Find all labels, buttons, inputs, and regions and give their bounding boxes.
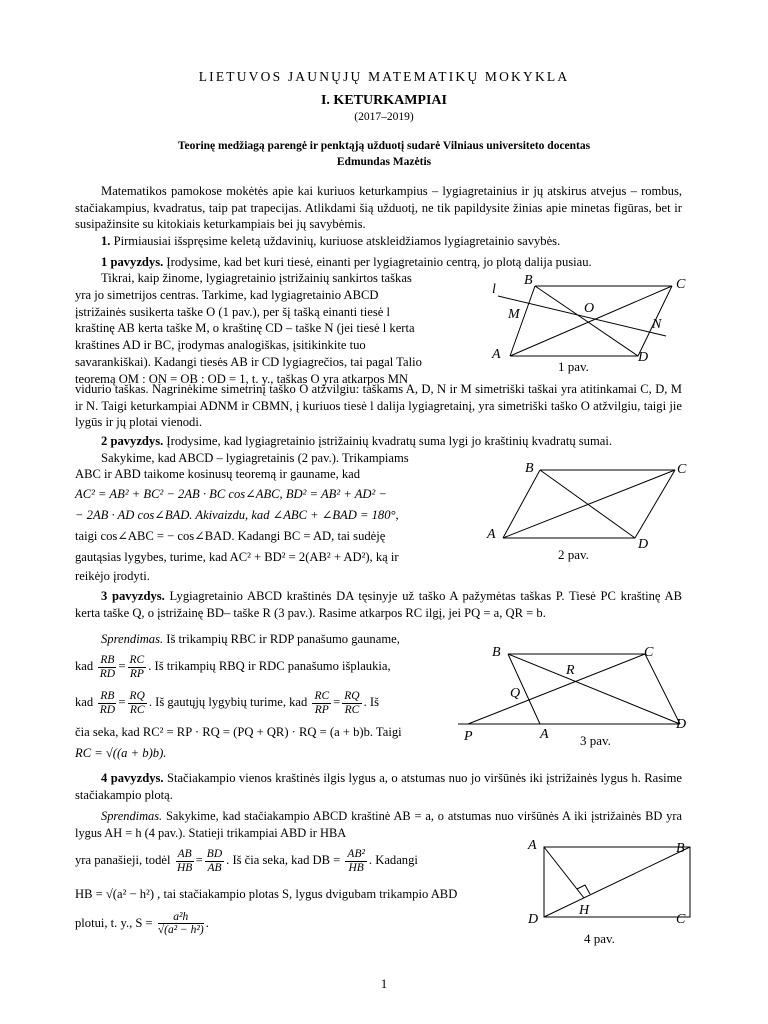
- ex2-line: taigi cos∠ABC = − cos∠BAD. Kadangi BC = AD, tai sudėję: [75, 529, 386, 543]
- example1-body: [75, 270, 475, 388]
- label-p: P: [464, 729, 473, 744]
- ex1-line: teoremą OM : ON = OB : OD = 1, t. y., taškas O yra atkarpos MN: [75, 371, 409, 386]
- diagonal-bd: [508, 654, 680, 724]
- example2-label: 2 pavyzdys.: [101, 434, 164, 448]
- ex1-line: yra jo simetrijos centras. Tarkime, kad lygiagretainio ABCD: [75, 287, 379, 302]
- ex3-line: [75, 690, 445, 720]
- intro-paragraph: Matematikos pamokose mokėtės apie kai kuriuos keturkampius – lygiagretainius ir jų atskirus atvejus – rombus, stačiakampius, kvadratus, taip pat trapecijas. Atlikdami šią užduotį, ne tik papildysite žinias apie minetas figūras, bet ir susipažinsite su kitokiais keturkampiais bei jų savybėmis.: [75, 184, 682, 232]
- fraction: $\frac{RC}{RP}$: [314, 690, 330, 716]
- solution-label: Sprendimas.: [101, 809, 163, 823]
- example1-label: 1 pavyzdys.: [101, 255, 164, 269]
- example4-statement-text: Stačiakampio vienos kraštinės ilgis lygus a, o atstumas nuo jo viršūnės iki įstrižainės lygus h. Rasime stačiakampio plotą.: [75, 771, 682, 802]
- ex1-line: savarankiškai). Kadangi tiesės AB ir CD lygiagrečios, tai pagal Talio: [75, 354, 422, 369]
- example3-solution: [75, 630, 445, 761]
- example2-body: [75, 450, 473, 584]
- ex4-line: [75, 911, 495, 945]
- ex2-line: AC² = AB² + BC² − 2AB · BC cos∠ABC, BD² = AB² + AD² −: [75, 487, 387, 501]
- label-d: D: [638, 350, 649, 365]
- example2-statement-text: Įrodysime, kad lygiagretainio įstrižainių kvadratų suma lygi jo kraštinių kvadratų sumai.: [163, 434, 613, 448]
- ex1-line: kraštinę AB kerta taške M, o kraštinę CD – taške N (jei tiesė l kerta: [75, 321, 415, 336]
- ex1-line: kraštines AD ir BC, įrodymas analogiškas, įsitikinkite tuo: [75, 338, 366, 353]
- equals: =: [118, 695, 126, 710]
- ex3-text: kad: [75, 695, 94, 710]
- label-a: A: [528, 838, 537, 853]
- ex3-line: RC = √((a + b)b).: [75, 745, 167, 760]
- ex4-text: yra panašieji, todėl: [75, 853, 171, 868]
- right-angle-mark: [577, 885, 590, 894]
- label-b: B: [492, 645, 501, 660]
- ex2-line: − 2AB · AD cos∠BAD. Akivaizdu, kad ∠ABC + ∠BAD = 180°,: [75, 508, 399, 522]
- label-o: O: [584, 301, 595, 316]
- school-name: LIETUVOS JAUNŲJŲ MATEMATIKŲ MOKYKLA: [198, 69, 570, 84]
- figure-2: [485, 458, 705, 553]
- label-b: B: [676, 841, 685, 856]
- fraction: $\frac{RB}{RD}$: [99, 690, 116, 716]
- equals: =: [195, 853, 203, 868]
- chapter-title: I. KETURKAMPIAI: [320, 93, 447, 108]
- solution-label: Sprendimas.: [101, 632, 164, 646]
- chapter-years: (2017–2019): [354, 111, 414, 123]
- edge-cd: [645, 654, 680, 724]
- label-b: B: [524, 273, 533, 288]
- label-d: D: [528, 912, 539, 927]
- ex1-line: Tikrai, kaip žinome, lygiagretainio įstrižainių sankirtos taškas: [101, 271, 412, 285]
- line-l: [498, 296, 666, 336]
- example2-statement: [75, 433, 682, 450]
- label-b: B: [525, 461, 534, 476]
- diagonal-ac: [510, 286, 672, 356]
- example4-label: 4 pavyzdys.: [101, 771, 164, 785]
- label-d: D: [676, 717, 687, 732]
- ex4-text: . Iš čia seka, kad DB =: [226, 853, 341, 868]
- ex4-line: [75, 848, 495, 880]
- label-r: R: [566, 663, 575, 678]
- label-q: Q: [510, 686, 521, 701]
- edge-cd: [635, 470, 675, 538]
- fraction: $\frac{RC}{RP}$: [129, 654, 145, 680]
- ex2-line: reikėjo įrodyti.: [75, 569, 150, 583]
- figure-1: [480, 268, 700, 378]
- ex3-text: kad: [75, 659, 94, 674]
- ex2-line: gautąsias lygybes, turime, kad AC² + BD² = 2(AB² + AD²), ką ir: [75, 550, 399, 564]
- equals: =: [118, 659, 126, 674]
- ex1-line: įstrižainės susikerta taške O (1 pav.), per šį tašką einanti tiesė l: [75, 304, 390, 319]
- diagonal-bd: [540, 470, 635, 538]
- fraction: $\frac{RQ}{RC}$: [129, 690, 145, 716]
- page-number: 1: [380, 976, 388, 991]
- example1-statement-text: Įrodysime, kad bet kuri tiesė, einanti per lygiagretainio centrą, jo plotą dalija pusiau.: [163, 255, 592, 269]
- equals: =: [333, 695, 341, 710]
- figure-3-caption: 3 pav.: [580, 733, 611, 748]
- section-text: Pirmiausiai išspręsime keletą uždavinių, kuriuose atskleidžiamos lygiagretainio savybės.: [110, 234, 561, 248]
- intro-paragraph-2: [75, 233, 682, 250]
- figure-1-caption: 1 pav.: [558, 359, 589, 374]
- fraction: $\frac{BD}{AB}$: [206, 848, 223, 874]
- example3-label: 3 pavyzdys.: [101, 589, 165, 603]
- label-h: H: [579, 903, 590, 918]
- line-pc: [468, 654, 645, 724]
- ex2-line: Sakykime, kad ABCD – lygiagretainis (2 pav.). Trikampiams: [101, 451, 409, 465]
- label-c: C: [644, 645, 654, 660]
- label-c: C: [677, 462, 687, 477]
- label-m: M: [508, 307, 520, 322]
- credit-line-2: Edmundas Mazėtis: [336, 156, 432, 168]
- ex3-line: [75, 654, 445, 684]
- label-c: C: [676, 277, 686, 292]
- diagonal-db: [544, 847, 690, 917]
- figure-4: [520, 835, 700, 930]
- ex3-text: . Iš trikampių RBQ ir RDC panašumo išplaukia,: [148, 659, 391, 674]
- fraction: $\frac{AB}{HB}$: [176, 848, 193, 874]
- example3-statement: [75, 588, 682, 621]
- ex3-line: čia seka, kad RC² = RP · RQ = (PQ + QR) · RQ = (a + b)b. Taigi: [75, 725, 402, 739]
- label-a: A: [492, 347, 501, 362]
- ex3-line: [75, 630, 445, 648]
- ex4-text: Sakykime, kad stačiakampio ABCD kraštinė AB = a, o atstumas nuo viršūnės A iki įstrižainės BD yra lygus AH = h (4 pav.). Statieji trikampiai ABD ir HBA: [75, 809, 682, 840]
- example4-solution-2: [75, 848, 495, 945]
- example1-tail: vidurio taškas. Nagrinėkime simetrinį taško O atžvilgiu: taškams A, D, N ir M simetriški taškai yra atitinkamai C, D, M ir N. Taigi keturkampiai ADNM ir CBMN, į kuriuos tiesė l dalija lygiagretainį, yra simetriški taško O atžvilgiu, taigi jie lygūs ir jų plotai vienodi.: [75, 382, 682, 430]
- label-l: l: [492, 282, 496, 297]
- figure-2-caption: 2 pav.: [558, 547, 589, 562]
- ex4-text: .: [205, 915, 209, 930]
- ex3-text: Iš trikampių RBC ir RDP panašumo gauname,: [163, 632, 400, 646]
- label-a: A: [487, 527, 496, 542]
- example4-statement: [75, 770, 682, 803]
- ex4-text: plotui, t. y., S =: [75, 915, 153, 930]
- label-d: D: [638, 537, 649, 552]
- figure-4-caption: 4 pav.: [584, 931, 615, 946]
- ex4-text: . Kadangi: [368, 853, 418, 868]
- fraction: $\frac{RQ}{RC}$: [344, 690, 360, 716]
- credit-line-1: Teorinę medžiagą parengė ir penktąją užduotį sudarė Vilniaus universiteto docentas: [177, 140, 591, 152]
- label-c: C: [676, 912, 686, 927]
- ex3-text: . Iš gautųjų lygybių turime, kad: [148, 695, 308, 710]
- ex2-line: ABC ir ABD taikome kosinusų teoremą ir gauname, kad: [75, 467, 361, 481]
- label-n: N: [652, 317, 662, 332]
- fraction: $\frac{\text{AB²}}{HB}$: [347, 848, 365, 874]
- diagonal-ac: [503, 470, 675, 538]
- edge-ab: [503, 470, 540, 538]
- label-a: A: [540, 727, 549, 742]
- fraction: $\frac{\text{a²h}}{\text{√(a² − h²)}}$: [157, 910, 204, 937]
- ex4-line: HB = √(a² − h²) , tai stačiakampio plotas S, lygus dvigubam trikampio ABD: [75, 887, 458, 901]
- section-number: 1.: [101, 234, 111, 248]
- fraction: $\frac{RB}{RD}$: [99, 654, 116, 680]
- altitude-ah: [544, 847, 584, 898]
- example3-statement-text: Lygiagretainio ABCD kraštinės DA tęsinyje už taško A pažymėtas taškas P. Tiesė PC kraštinę AB kerta taške Q, o įstrižainę BD– taške R (3 pav.). Rasime atkarpos RC ilgį, jei PQ = a, QR = b.: [75, 589, 683, 620]
- ex3-text: . Iš: [363, 695, 380, 710]
- diagonal-bd: [535, 286, 638, 356]
